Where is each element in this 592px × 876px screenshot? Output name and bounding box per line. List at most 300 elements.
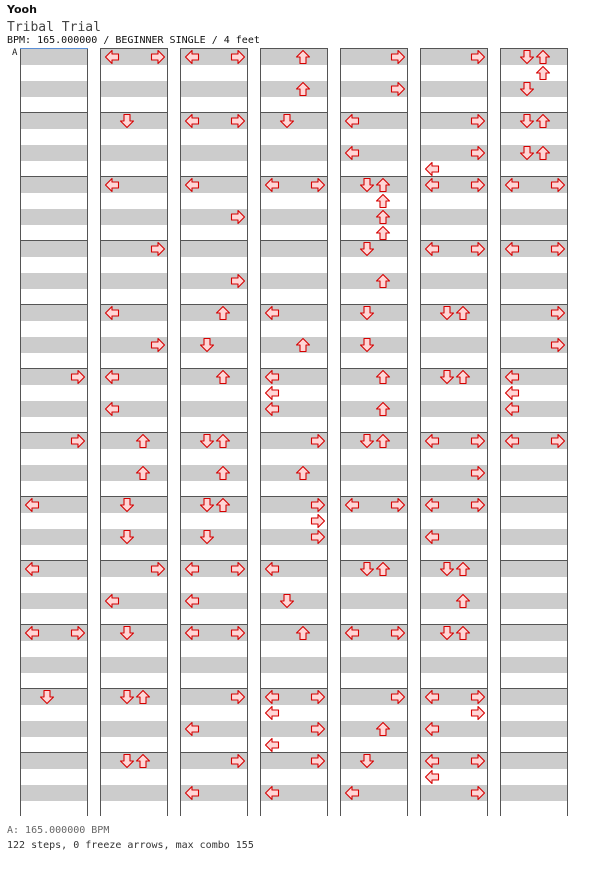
right-arrow-icon [230,689,246,705]
beat-row [341,673,407,689]
beat-row [21,673,87,689]
right-arrow-icon [230,113,246,129]
left-arrow-icon [24,497,40,513]
beat-row [341,465,407,481]
beat-row [101,273,167,289]
beat-row [21,161,87,177]
beat-row [261,289,327,305]
beat-row [341,417,407,433]
down-arrow-icon [279,113,295,129]
beat-row [501,129,567,145]
beat-row [421,65,487,81]
left-arrow-icon [264,705,280,721]
right-arrow-icon [310,753,326,769]
right-arrow-icon [470,753,486,769]
beat-row [21,769,87,785]
song-title: Tribal Trial [7,20,101,35]
down-arrow-icon [119,625,135,641]
right-arrow-icon [390,81,406,97]
beat-row [21,449,87,465]
left-arrow-icon [184,177,200,193]
left-arrow-icon [424,433,440,449]
beat-row [261,657,327,673]
beat-row [501,577,567,593]
beat-row [421,481,487,497]
beat-row [501,497,567,513]
right-arrow-icon [470,465,486,481]
up-arrow-icon [535,49,551,65]
beat-row [341,193,407,209]
beat-row [341,769,407,785]
down-arrow-icon [199,433,215,449]
beat-row [421,193,487,209]
beat-row [181,353,247,369]
beat-row [181,369,247,385]
beat-row [341,209,407,225]
beat-row [501,801,567,817]
measure-line [181,240,247,241]
beat-row [501,529,567,545]
up-arrow-icon [455,561,471,577]
beat-row [341,401,407,417]
beat-row [181,417,247,433]
beat-row [21,209,87,225]
up-arrow-icon [215,433,231,449]
left-arrow-icon [264,177,280,193]
beat-row [21,785,87,801]
chart-subtitle: BPM: 165.000000 / BEGINNER SINGLE / 4 feet [7,35,260,46]
beat-row [21,593,87,609]
left-arrow-icon [264,785,280,801]
beat-row [501,465,567,481]
right-arrow-icon [230,561,246,577]
beat-row [261,609,327,625]
right-arrow-icon [310,177,326,193]
left-arrow-icon [104,49,120,65]
down-arrow-icon [519,113,535,129]
measure-line [261,240,327,241]
beat-row [101,289,167,305]
beat-row [101,785,167,801]
left-arrow-icon [184,593,200,609]
beat-row [181,577,247,593]
beat-row [181,401,247,417]
beat-row [101,721,167,737]
right-arrow-icon [550,433,566,449]
right-arrow-icon [470,241,486,257]
beat-row [181,81,247,97]
beat-row [341,65,407,81]
up-arrow-icon [375,209,391,225]
left-arrow-icon [424,769,440,785]
beat-row [261,209,327,225]
beat-row [261,417,327,433]
beat-row [341,481,407,497]
beat-row [101,353,167,369]
right-arrow-icon [230,625,246,641]
right-arrow-icon [230,753,246,769]
beat-row [21,273,87,289]
beat-row [261,801,327,817]
beat-row [21,385,87,401]
right-arrow-icon [550,337,566,353]
left-arrow-icon [264,737,280,753]
beat-row [341,801,407,817]
left-arrow-icon [424,177,440,193]
beat-row [181,305,247,321]
beat-row [341,369,407,385]
beat-row [421,257,487,273]
beat-row [101,737,167,753]
down-arrow-icon [359,337,375,353]
beat-row [101,417,167,433]
beat-row [261,97,327,113]
up-arrow-icon [215,497,231,513]
beat-row [101,97,167,113]
left-arrow-icon [184,721,200,737]
beat-row [101,513,167,529]
beat-row [341,321,407,337]
beat-row [261,273,327,289]
up-arrow-icon [295,49,311,65]
beat-row [501,705,567,721]
beat-row [181,705,247,721]
down-arrow-icon [199,529,215,545]
measure-line [181,368,247,369]
beat-row [261,353,327,369]
beat-row [421,81,487,97]
beat-row [181,97,247,113]
beat-row [101,129,167,145]
measure-line [21,752,87,753]
beat-row [21,97,87,113]
measure-line [101,432,167,433]
left-arrow-icon [504,385,520,401]
right-arrow-icon [470,177,486,193]
beat-row [421,97,487,113]
beat-row [21,641,87,657]
beat-row [21,481,87,497]
beat-row [181,641,247,657]
beat-row [181,801,247,817]
down-arrow-icon [199,497,215,513]
beat-row [181,145,247,161]
beat-row [341,657,407,673]
right-arrow-icon [470,145,486,161]
measure-line [21,176,87,177]
measure-line [21,240,87,241]
beat-row [181,481,247,497]
up-arrow-icon [375,193,391,209]
right-arrow-icon [470,497,486,513]
beat-row [261,545,327,561]
beat-row [21,753,87,769]
beat-row [21,305,87,321]
measure-line [341,368,407,369]
left-arrow-icon [424,529,440,545]
beat-row [261,481,327,497]
left-arrow-icon [504,401,520,417]
left-arrow-icon [184,625,200,641]
down-arrow-icon [439,369,455,385]
beat-row [101,225,167,241]
beat-row [21,177,87,193]
beat-row [21,113,87,129]
beat-row [21,65,87,81]
beat-row [101,161,167,177]
up-arrow-icon [295,337,311,353]
beat-row [261,465,327,481]
beat-row [21,129,87,145]
down-arrow-icon [519,81,535,97]
right-arrow-icon [470,49,486,65]
beat-row [421,401,487,417]
bpm-change-line [20,48,88,49]
measure-line [181,304,247,305]
left-arrow-icon [104,305,120,321]
beat-row [181,609,247,625]
right-arrow-icon [310,689,326,705]
beat-row [261,449,327,465]
chart-column [180,48,248,816]
up-arrow-icon [455,305,471,321]
beat-row [181,129,247,145]
beat-row [501,753,567,769]
right-arrow-icon [70,625,86,641]
beat-row [21,417,87,433]
beat-row [421,641,487,657]
beat-row [181,657,247,673]
beat-row [261,49,327,65]
beat-row [421,209,487,225]
up-arrow-icon [375,177,391,193]
measure-line [21,112,87,113]
down-arrow-icon [119,689,135,705]
beat-row [181,545,247,561]
down-arrow-icon [519,145,535,161]
up-arrow-icon [375,369,391,385]
beat-row [501,161,567,177]
beat-row [501,673,567,689]
right-arrow-icon [310,513,326,529]
beat-row [501,721,567,737]
beat-row [421,273,487,289]
right-arrow-icon [470,113,486,129]
beat-row [501,417,567,433]
beat-row [341,225,407,241]
beat-row [101,385,167,401]
left-arrow-icon [264,689,280,705]
measure-line [501,688,567,689]
up-arrow-icon [295,81,311,97]
beat-row [421,545,487,561]
beat-row [341,273,407,289]
beat-row [501,641,567,657]
beat-row [181,737,247,753]
right-arrow-icon [310,529,326,545]
beat-row [501,785,567,801]
beat-row [501,561,567,577]
beat-row [501,609,567,625]
left-arrow-icon [264,561,280,577]
down-arrow-icon [439,561,455,577]
right-arrow-icon [150,241,166,257]
beat-row [341,513,407,529]
beat-row [261,193,327,209]
left-arrow-icon [424,241,440,257]
up-arrow-icon [215,369,231,385]
beat-row [421,737,487,753]
beat-row [341,529,407,545]
right-arrow-icon [310,721,326,737]
right-arrow-icon [310,497,326,513]
beat-row [101,257,167,273]
beat-row [261,769,327,785]
up-arrow-icon [215,305,231,321]
beat-row [101,65,167,81]
beat-row [421,225,487,241]
left-arrow-icon [344,113,360,129]
right-arrow-icon [150,337,166,353]
beat-row [101,321,167,337]
left-arrow-icon [344,785,360,801]
up-arrow-icon [535,113,551,129]
beat-row [501,193,567,209]
beat-row [421,577,487,593]
down-arrow-icon [359,177,375,193]
right-arrow-icon [470,785,486,801]
beat-row [21,705,87,721]
left-arrow-icon [24,561,40,577]
down-arrow-icon [359,241,375,257]
beat-row [21,241,87,257]
beat-row [181,193,247,209]
beat-row [261,65,327,81]
beat-row [21,529,87,545]
beat-row [501,769,567,785]
left-arrow-icon [264,385,280,401]
left-arrow-icon [104,401,120,417]
chart-column [420,48,488,816]
left-arrow-icon [24,625,40,641]
right-arrow-icon [550,241,566,257]
beat-row [181,321,247,337]
down-arrow-icon [279,593,295,609]
down-arrow-icon [119,529,135,545]
beat-row [101,609,167,625]
beat-row [101,449,167,465]
beat-row [21,737,87,753]
beat-row [501,321,567,337]
left-arrow-icon [104,177,120,193]
beat-row [501,513,567,529]
down-arrow-icon [119,753,135,769]
right-arrow-icon [70,433,86,449]
beat-row [421,657,487,673]
measure-line [501,752,567,753]
left-arrow-icon [504,369,520,385]
beat-row [421,801,487,817]
left-arrow-icon [184,785,200,801]
beat-row [261,241,327,257]
beat-row [421,417,487,433]
beat-row [261,673,327,689]
beat-row [101,465,167,481]
up-arrow-icon [215,465,231,481]
beat-row [341,385,407,401]
beat-row [341,97,407,113]
beat-row [101,481,167,497]
left-arrow-icon [424,161,440,177]
beat-row [501,625,567,641]
left-arrow-icon [344,145,360,161]
beat-row [341,737,407,753]
beat-row [501,225,567,241]
beat-row [261,81,327,97]
beat-row [421,609,487,625]
beat-row [421,593,487,609]
beat-row [501,481,567,497]
beat-row [21,321,87,337]
beat-row [341,593,407,609]
measure-line [501,624,567,625]
beat-row [181,65,247,81]
up-arrow-icon [135,753,151,769]
beat-row [341,545,407,561]
right-arrow-icon [230,273,246,289]
beat-row [181,513,247,529]
down-arrow-icon [359,753,375,769]
left-arrow-icon [424,689,440,705]
beat-row [501,593,567,609]
beat-row [21,401,87,417]
artist-name: Yooh [7,3,37,16]
beat-row [421,673,487,689]
down-arrow-icon [119,113,135,129]
beat-row [341,449,407,465]
left-arrow-icon [104,593,120,609]
beat-row [341,721,407,737]
left-arrow-icon [504,177,520,193]
up-arrow-icon [375,273,391,289]
beat-row [21,145,87,161]
beat-row [501,737,567,753]
beat-row [181,769,247,785]
right-arrow-icon [390,49,406,65]
chart-column [100,48,168,816]
up-arrow-icon [455,625,471,641]
right-arrow-icon [390,497,406,513]
left-arrow-icon [344,497,360,513]
beat-row [181,385,247,401]
beat-row [101,673,167,689]
beat-row [181,161,247,177]
right-arrow-icon [470,705,486,721]
beat-row [341,257,407,273]
up-arrow-icon [535,145,551,161]
right-arrow-icon [310,433,326,449]
left-arrow-icon [184,49,200,65]
up-arrow-icon [135,689,151,705]
right-arrow-icon [390,689,406,705]
beat-row [421,513,487,529]
beat-row [181,465,247,481]
down-arrow-icon [519,49,535,65]
beat-row [501,353,567,369]
up-arrow-icon [375,721,391,737]
beat-row [101,209,167,225]
beat-row [261,145,327,161]
